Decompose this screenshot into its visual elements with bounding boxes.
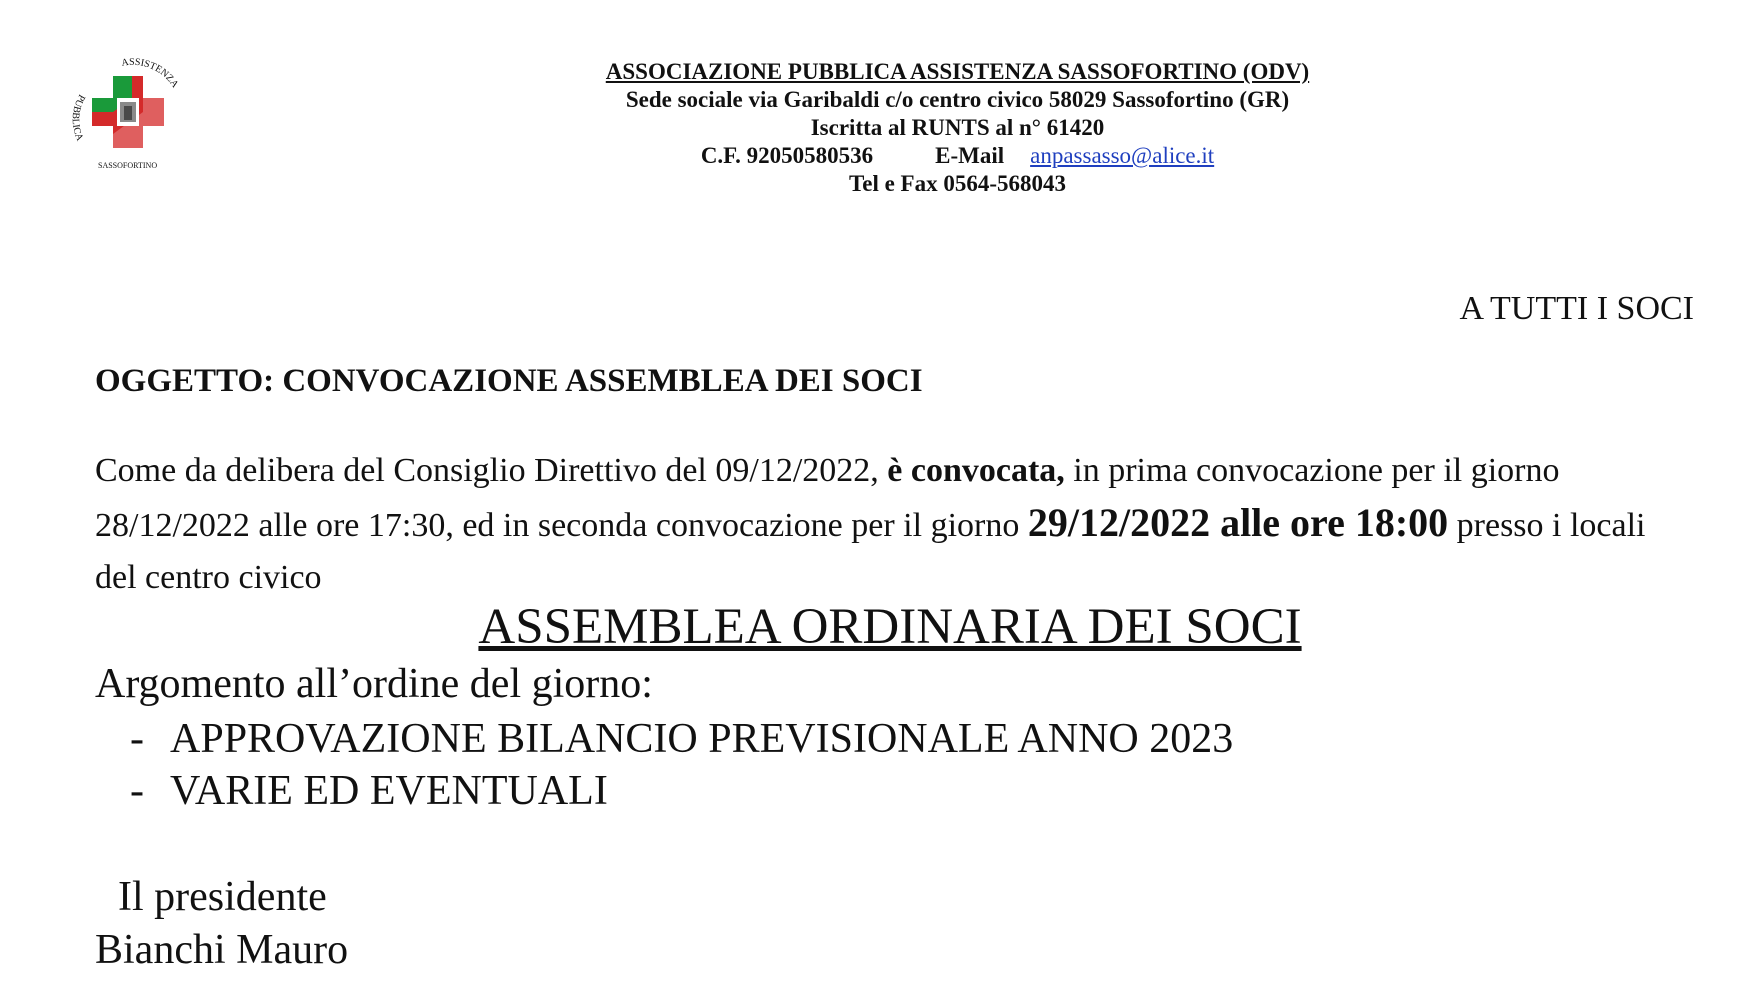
recipient: A TUTTI I SOCI: [1459, 290, 1694, 327]
logo-bottom-text: SASSOFORTINO: [98, 161, 158, 170]
association-name: ASSOCIAZIONE PUBBLICA ASSISTENZA SASSOFORTINO (ODV): [605, 59, 1310, 84]
body-text-1: Come da delibera del Consiglio Direttivo del 09/12/2022,: [95, 452, 888, 489]
email-link[interactable]: anpassasso@alice.it: [1030, 143, 1215, 168]
logo-arc-top-text: ASSISTENZA: [120, 56, 181, 90]
agenda-item-text: VARIE ED EVENTUALI: [170, 768, 608, 814]
email-label: E-Mail: [935, 143, 1005, 168]
agenda-label: Argomento all’ordine del giorno:: [95, 661, 653, 707]
address-line: Sede sociale via Garibaldi c/o centro civico 58029 Sassofortino (GR): [625, 87, 1290, 112]
contact-line: [470, 142, 1445, 170]
list-dash: -: [130, 716, 144, 762]
assembly-title: ASSEMBLEA ORDINARIA DEI SOCI: [478, 599, 1302, 655]
agenda-list: [130, 713, 1233, 817]
list-dash: -: [130, 768, 144, 814]
letterhead: [470, 58, 1445, 198]
list-item: [130, 765, 1233, 817]
phone-line: Tel e Fax 0564-568043: [849, 171, 1066, 196]
body-bold-1: è convocata,: [887, 452, 1065, 489]
association-logo: [70, 54, 188, 172]
signatory-role: Il presidente: [118, 874, 327, 920]
second-call-date: 29/12/2022 alle ore 18:00: [1027, 500, 1449, 545]
body-text-3: presso i locali del centro civico: [95, 507, 1646, 596]
signatory-name: Bianchi Mauro: [95, 927, 349, 973]
agenda-item-text: APPROVAZIONE BILANCIO PREVISIONALE ANNO 2023: [170, 716, 1234, 762]
registry-line: Iscritta al RUNTS al n° 61420: [810, 115, 1105, 140]
cross-icon: [92, 76, 164, 148]
logo-arc-left-text: PUBBLICA: [70, 92, 87, 143]
tax-code: C.F. 92050580536: [700, 143, 874, 168]
body-text-2: in prima convocazione per il giorno 28/12/2022 alle ore 17:30, ed in seconda convocazione per il giorno: [95, 452, 1560, 544]
body-paragraph: [95, 445, 1675, 604]
subject-line: OGGETTO: CONVOCAZIONE ASSEMBLEA DEI SOCI: [95, 363, 923, 399]
list-item: [130, 713, 1233, 765]
